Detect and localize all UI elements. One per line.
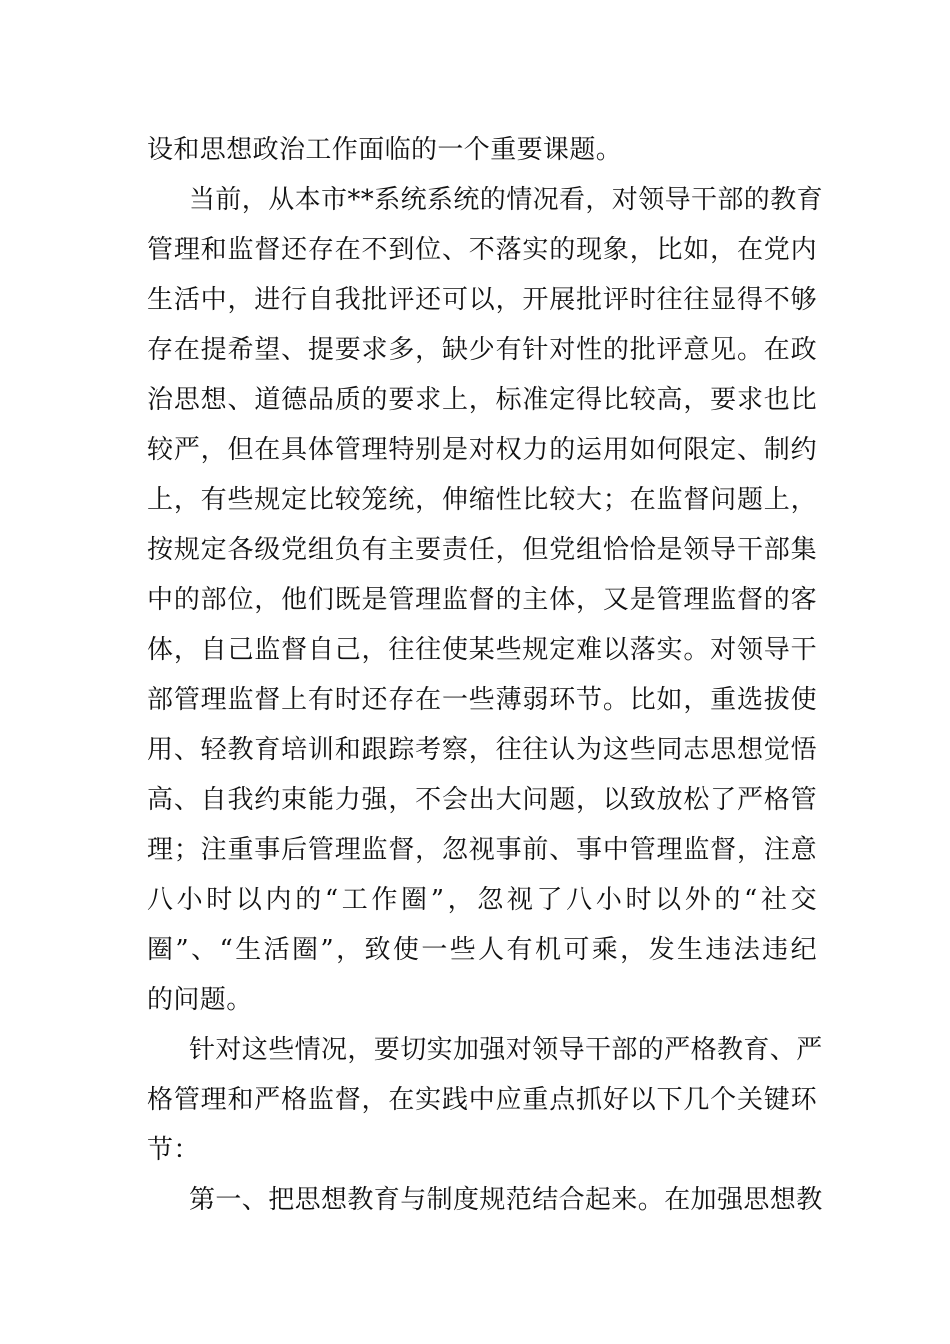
- text-line: 用、轻教育培训和跟踪考察，往往认为这些同志思想觉悟: [147, 735, 817, 765]
- text-line: 节：: [147, 1135, 200, 1165]
- text-line: 部管理监督上有时还存在一些薄弱环节。比如，重选拔使: [147, 685, 817, 715]
- text-line: 较严，但在具体管理特别是对权力的运用如何限定、制约: [147, 435, 817, 465]
- text-line: 上，有些规定比较笼统，伸缩性比较大；在监督问题上，: [147, 485, 817, 515]
- text-line: 管理和监督还存在不到位、不落实的现象，比如，在党内: [147, 235, 817, 265]
- paragraph-start-line: 第一、把思想教育与制度规范结合起来。在加强思想教: [189, 1185, 823, 1215]
- text-line: 高、自我约束能力强，不会出大问题，以致放松了严格管: [147, 785, 817, 815]
- text-line: 按规定各级党组负有主要责任，但党组恰恰是领导干部集: [147, 535, 817, 565]
- text-line: 设和思想政治工作面临的一个重要课题。: [147, 135, 623, 165]
- text-line: 格管理和严格监督，在实践中应重点抓好以下几个关键环: [147, 1085, 817, 1115]
- paragraph-start-line: 针对这些情况，要切实加强对领导干部的严格教育、严: [189, 1035, 823, 1065]
- text-line: 生活中，进行自我批评还可以，开展批评时往往显得不够: [147, 285, 817, 315]
- text-line: 圈”、“生活圈”，致使一些人有机可乘，发生违法违纪: [147, 935, 817, 965]
- text-line: 治思想、道德品质的要求上，标准定得比较高，要求也比: [147, 385, 817, 415]
- text-line: 体，自己监督自己，往往使某些规定难以落实。对领导干: [147, 635, 817, 665]
- text-line: 八小时以内的“工作圈”，忽视了八小时以外的“社交: [147, 885, 817, 915]
- text-line: 理；注重事后管理监督，忽视事前、事中管理监督，注意: [147, 835, 817, 865]
- text-line: 存在提希望、提要求多，缺少有针对性的批评意见。在政: [147, 335, 817, 365]
- text-line: 中的部位，他们既是管理监督的主体，又是管理监督的客: [147, 585, 817, 615]
- text-line: 的问题。: [147, 985, 253, 1015]
- paragraph-start-line: 当前，从本市**系统系统的情况看，对领导干部的教育: [189, 185, 824, 215]
